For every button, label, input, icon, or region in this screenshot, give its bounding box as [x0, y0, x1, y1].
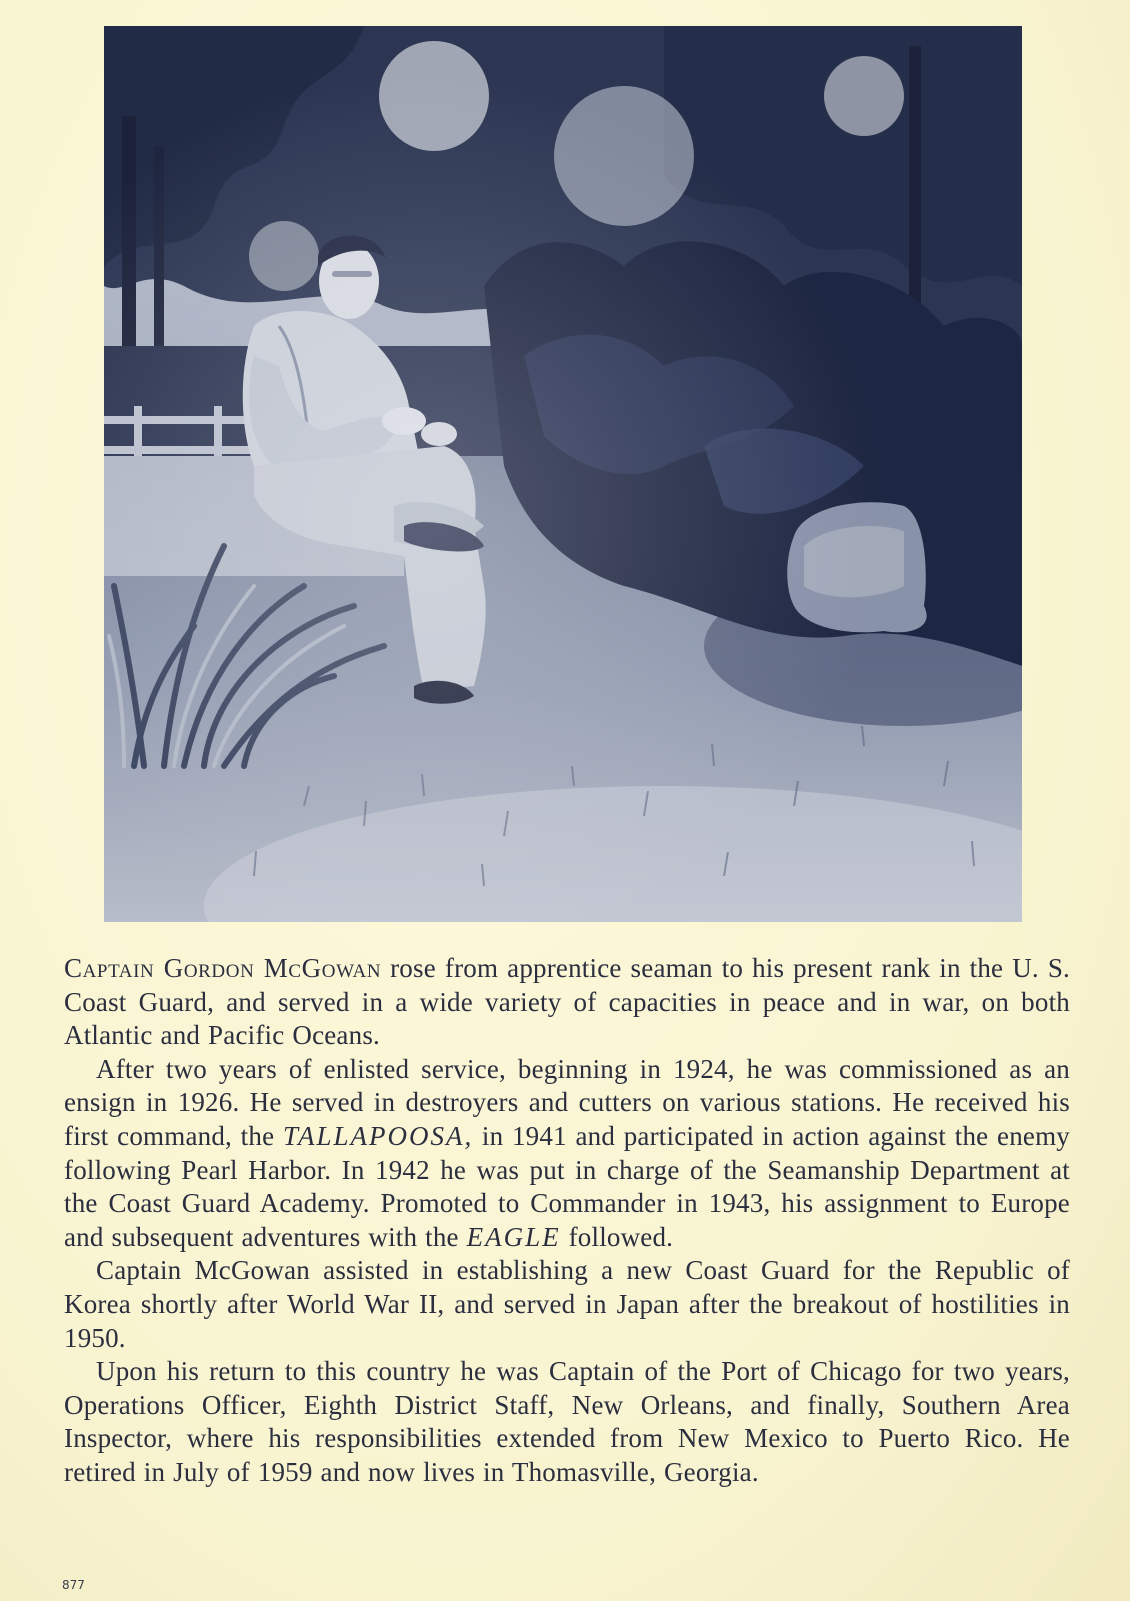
ship-name-tallapoosa: TALLAPOOSA, — [282, 1120, 474, 1151]
bio-paragraph-4: Upon his return to this country he was Captain of the Port of Chicago for two years, Operations Officer, Eighth District Staff, New Orleans, and finally, Southern Area Inspector, where his responsibilities extended from New Mexico to Puerto Rico. He retired in July of 1959 and now lives in Thomasville, Georgia. — [64, 1356, 1070, 1487]
bio-paragraph-1-text: rose from apprentice seaman to his present rank in the U. S. Coast Guard, and served in a wide variety of capacities in peace and in war, on both Atlantic and Pacific Oceans. — [64, 953, 1070, 1051]
bio-paragraph-2-text-a: After two years of enlisted service, beginning in 1924, he was commissioned as an ensign in 1926. He served in destroyers and cutters on various stations. He received his first command, the — [64, 1053, 1070, 1151]
portrait-photo — [104, 26, 1022, 922]
bio-paragraph-1 — [64, 952, 1070, 1053]
portrait-photo-icon — [104, 26, 1022, 922]
ship-name-eagle: EAGLE — [466, 1221, 561, 1252]
page-number: 877 — [62, 1578, 85, 1592]
bio-paragraph-2-text-c: followed. — [560, 1221, 674, 1252]
bio-paragraph-2 — [64, 1053, 1070, 1255]
subject-name: Captain Gordon McGowan — [64, 953, 382, 983]
bio-paragraph-3: Captain McGowan assisted in establishing a new Coast Guard for the Republic of Korea shortly after World War II, and served in Japan after the breakout of hostilities in 1950. — [64, 1255, 1070, 1353]
biography-text — [64, 952, 1070, 1490]
bio-paragraph-2-text-b: in 1941 and participated in action against the enemy following Pearl Harbor. In 1942 he was put in charge of the Seamanship Department at the Coast Guard Academy. Promoted to Commander in 1943, his assignment to Europe and subsequent adventures with the — [64, 1120, 1070, 1252]
